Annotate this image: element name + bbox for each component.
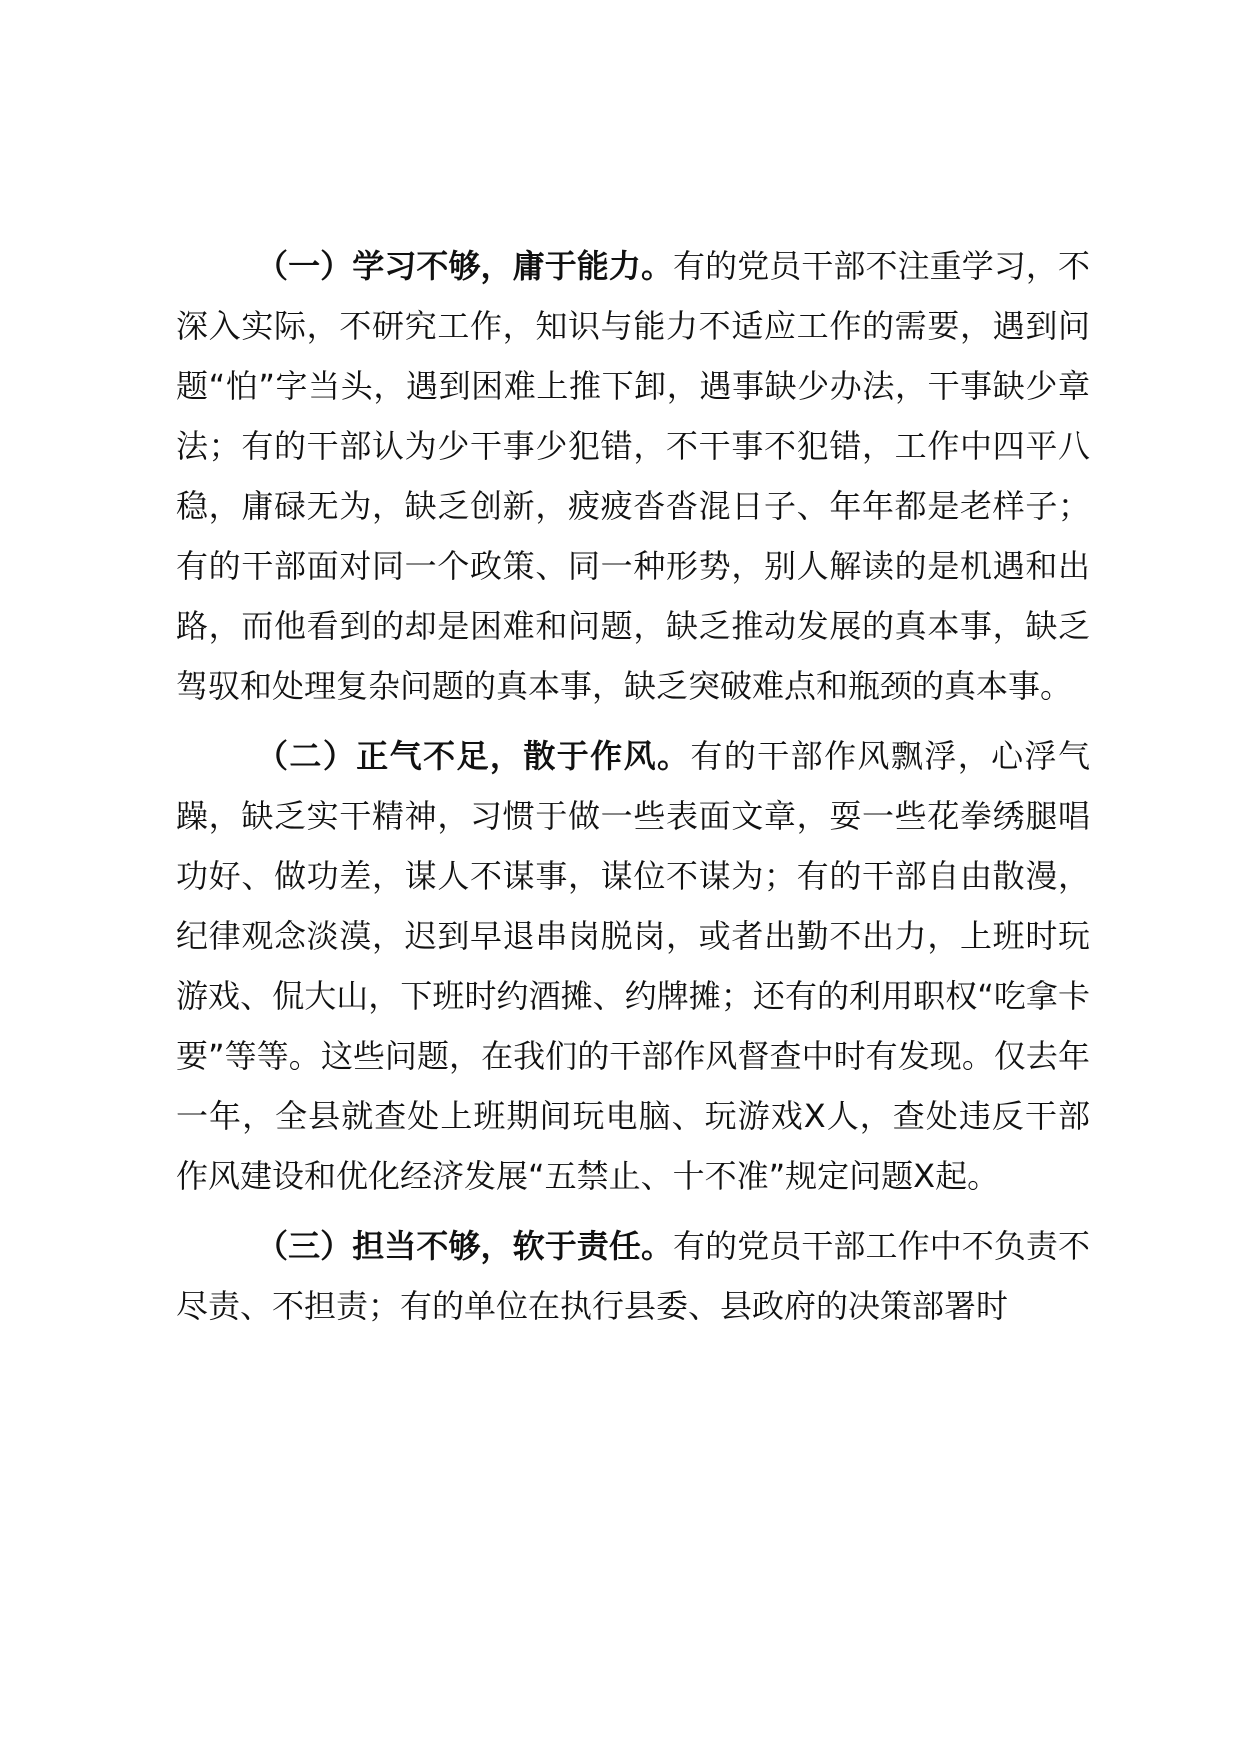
document-page <box>176 236 1090 1346</box>
paragraph-2-heading: （二）正气不足，散于作风。 <box>256 737 691 775</box>
paragraph-3-heading: （三）担当不够，软于责任。 <box>256 1227 674 1265</box>
paragraph-2-body: 有的干部作风飘浮，心浮气躁，缺乏实干精神，习惯于做一些表面文章，耍一些花拳绣腿唱功好、做功差，谋人不谋事，谋位不谋为；有的干部自由散漫，纪律观念淡漠，迟到早退串岗脱岗，或者出勤不出力，上班时玩游戏、侃大山，下班时约酒摊、约牌摊；还有的利用职权“吃拿卡要”等等。这些问题，在我们的干部作风督查中时有发现。仅去年一年，全县就查处上班期间玩电脑、玩游戏X人，查处违反干部作风建设和优化经济发展“五禁止、十不准”规定问题X起。 <box>176 737 1090 1195</box>
paragraph-3 <box>176 1216 1090 1336</box>
paragraph-2 <box>176 726 1090 1206</box>
paragraph-1 <box>176 236 1090 716</box>
paragraph-1-heading: （一）学习不够，庸于能力。 <box>256 247 674 285</box>
paragraph-3-body: 有的党员干部工作中不负责不尽责、不担责；有的单位在执行县委、县政府的决策部署时 <box>176 1227 1090 1325</box>
paragraph-1-body: 有的党员干部不注重学习，不深入实际，不研究工作，知识与能力不适应工作的需要，遇到问题“怕”字当头，遇到困难上推下卸，遇事缺少办法，干事缺少章法；有的干部认为少干事少犯错，不干事不犯错，工作中四平八稳，庸碌无为，缺乏创新，疲疲沓沓混日子、年年都是老样子；有的干部面对同一个政策、同一种形势，别人解读的是机遇和出路，而他看到的却是困难和问题，缺乏推动发展的真本事，缺乏驾驭和处理复杂问题的真本事，缺乏突破难点和瓶颈的真本事。 <box>176 247 1090 705</box>
